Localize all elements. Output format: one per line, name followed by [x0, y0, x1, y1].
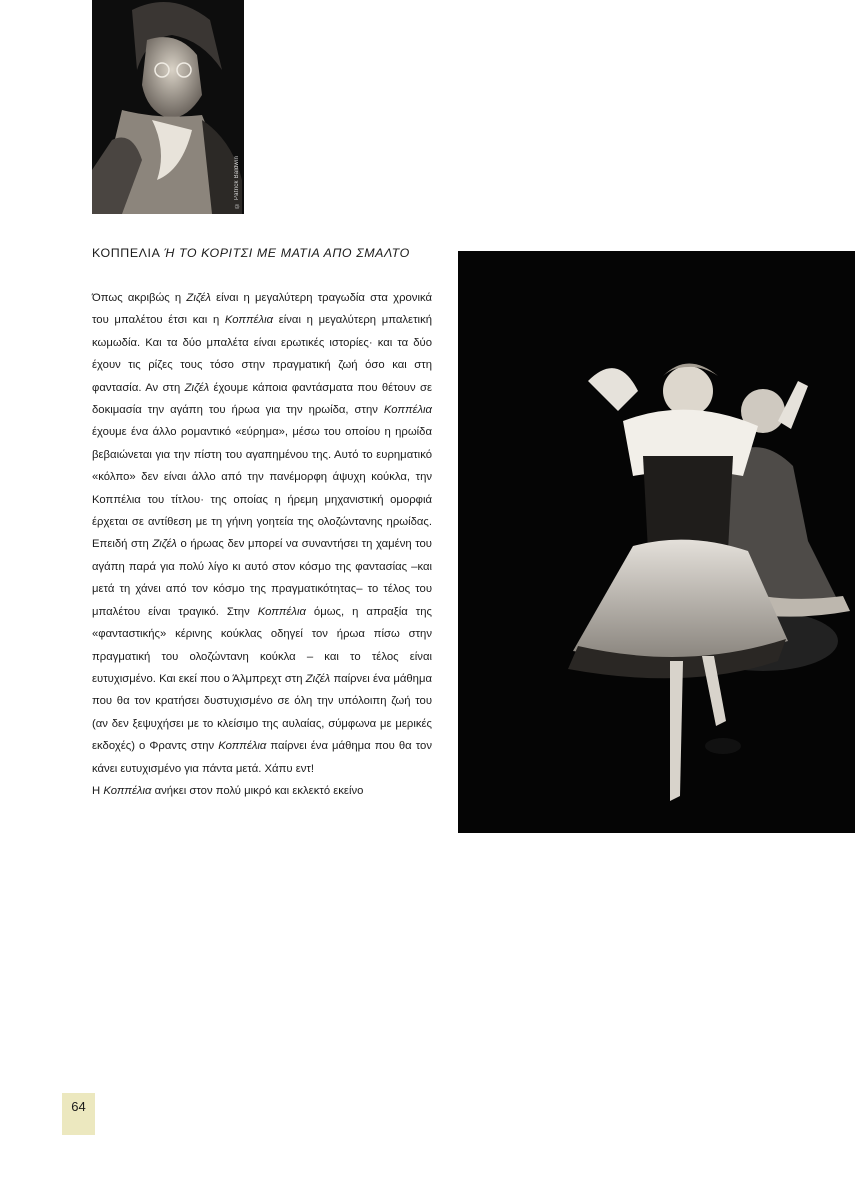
article-body	[92, 287, 432, 802]
text-run: έχουμε κάποια φαντάσματα που θέτουν σε δοκιμασία την αγάπη του ήρωα για την ηρωίδα, στην	[92, 381, 432, 417]
ballerinas-figure	[458, 251, 855, 833]
paragraph-2	[92, 780, 432, 802]
section-heading	[92, 246, 437, 260]
italic-title-run: Ζιζέλ	[186, 292, 211, 304]
text-run: Η	[92, 784, 104, 797]
text-run: παίρνει ένα μάθημα που θα τον κάνει ευτυχισμένο για πάντα μετά. Χάπυ εντ!	[92, 740, 432, 775]
photo-credit: © Patrick Baldwin	[234, 155, 240, 208]
text-run: όμως, η απραξία της «φανταστικής» κέρινης κούκλας οδηγεί τον ήρωα πίσω στην πραγματική του ολοζώντανη κούκλα – και το τέλος είναι ευτυχισμένο. Και εκεί που ο Άλμπρεχτ στη	[92, 605, 433, 685]
italic-title-run: Ζιζέλ	[184, 381, 210, 394]
italic-title-run: Κοππέλια	[218, 740, 267, 753]
heading-subtitle: Ή ΤΟ ΚΟΡΙΤΣΙ ΜΕ ΜΑΤΙΑ ΑΠΟ ΣΜΑΛΤΟ	[163, 246, 410, 260]
main-photo-ballerinas	[458, 251, 855, 833]
text-run: παίρνει ένα μάθημα που θα τον κρατήσει δυστυχισμένο σε όλη την υπόλοιπη ζωή του (αν δεν ξεψυχήσει με το κλείσιμο της αυλαίας, σύμφωνα με μερικές εκδοχές) ο Φραντς στην	[92, 672, 433, 753]
italic-title-run: Κοππέλια	[257, 605, 306, 618]
text-run: είναι η μεγαλύτερη τραγωδία στα χρονικά του μπαλέτου έτσι και η	[92, 292, 432, 327]
text-run: έχουμε ένα άλλο ρομαντικό «εύρημα», μέσω του οποίου η ηρωίδα βεβαιώνεται για την πίστη του αγαπημένου της. Αυτό το ευρηματικό «κόλπο» δεν είναι άλλο από την πανέμορφη άψυχη κούκλα, την Κοππέλια του τίτλου· της οποίας η ήρεμη μηχανιστική ομορφιά έρχεται σε αντίθεση με τη γήινη γοητεία της ολοζώντανης ηρωίδας. Επειδή στη	[92, 426, 432, 551]
italic-title-run: Κοππέλια	[383, 404, 432, 417]
italic-title-run: Ζιζέλ	[305, 672, 331, 685]
top-photo-old-man	[92, 0, 244, 214]
old-man-figure	[92, 0, 244, 214]
paragraph-1	[92, 287, 432, 780]
italic-title-run: Κοππέλια	[224, 314, 274, 327]
italic-title-run: Κοππέλια	[103, 784, 152, 797]
italic-title-run: Ζιζέλ	[152, 538, 177, 551]
text-run: ο ήρωας δεν μπορεί να συναντήσει τη χαμένη του αγάπη παρά για πολύ λίγο κι αυτό στον κόσμο της φαντασίας –και μετά τη χάνει από τον κόσμο της πραγματικότητας– το τέλος του μπαλέτου είναι τραγικό. Στην	[92, 538, 432, 618]
text-run: ανήκει στον πολύ μικρό και εκλεκτό εκείνο	[151, 784, 364, 797]
text-run: είναι η μεγαλύτερη μπαλετική κωμωδία. Και τα δύο μπαλέτα είναι ερωτικές ιστορίες· και τα δύο έχουν τις ρίζες τους τόσο στην πραγματική ζωή όσο και στη φαντασία. Αν στη	[92, 314, 433, 394]
text-run: Όπως ακριβώς η	[92, 292, 187, 304]
heading-title: ΚΟΠΠΕΛΙΑ	[92, 246, 160, 260]
page-number: 64	[62, 1093, 95, 1135]
